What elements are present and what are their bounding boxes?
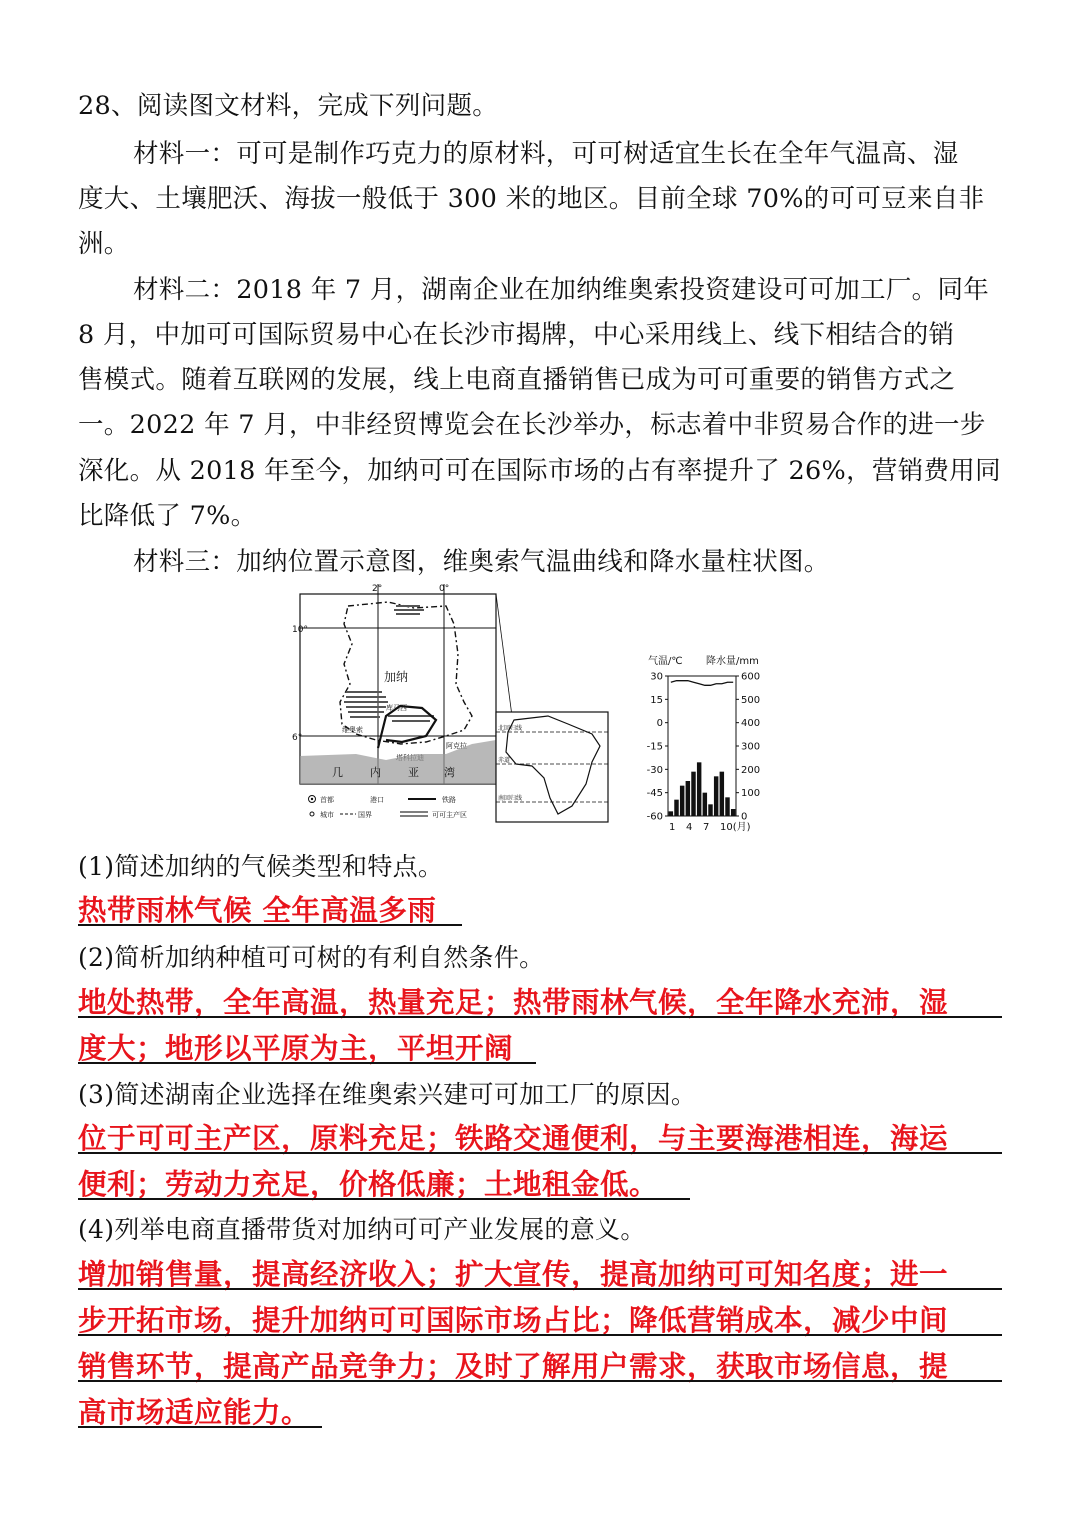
answer-4-line-3: 销售环节，提高产品竞争力；及时了解用户需求，获取市场信息，提 bbox=[78, 1350, 949, 1383]
question-2-prompt: (2)简析加纳种植可可树的有利自然条件。 bbox=[78, 943, 545, 972]
answer-2-underline-1 bbox=[78, 1016, 1002, 1018]
legend-city: 城市 bbox=[320, 811, 334, 819]
left-tick-label-3: -15 bbox=[646, 741, 663, 753]
material-2-line-5: 深化。从 2018 年至今，加纳可可在国际市场的占有率提升了 26%，营销费用同 bbox=[78, 456, 1001, 486]
question-4-prompt: (4)列举电商直播带货对加纳可可产业发展的意义。 bbox=[78, 1215, 646, 1244]
answer-4-underline-4 bbox=[78, 1426, 322, 1428]
material-1-line-1: 材料一：可可是制作巧克力的原材料，可可树适宜生长在全年气温高、湿 bbox=[133, 139, 959, 169]
answer-4-line-1: 增加销售量，提高经济收入；扩大宣传，提高加纳可可知名度；进一 bbox=[78, 1258, 949, 1291]
answer-4-underline-3 bbox=[78, 1380, 1002, 1382]
lat-label-10: 10° bbox=[292, 625, 308, 635]
precip-bar-12 bbox=[731, 809, 735, 816]
precip-bar-2 bbox=[674, 800, 678, 816]
answer-4-line-2: 步开拓市场，提升加纳可可国际市场占比；降低营销成本，减少中间 bbox=[78, 1304, 949, 1337]
right-tick-label-5: 100 bbox=[741, 788, 761, 800]
sea-char-4: 湾 bbox=[444, 766, 455, 779]
answer-4-line-4: 高市场适应能力。 bbox=[78, 1396, 311, 1429]
question-3-prompt: (3)简述湖南企业选择在维奥索兴建可可加工厂的原因。 bbox=[78, 1080, 697, 1109]
chart-left-axis-title: 气温/℃ bbox=[648, 656, 683, 667]
left-tick-label-5: -45 bbox=[646, 788, 663, 800]
inset-label-equator: 赤道 bbox=[498, 757, 511, 764]
answer-1-line-1: 热带雨林气候 全年高温多雨 bbox=[78, 894, 437, 927]
material-1-line-3: 洲。 bbox=[78, 229, 130, 259]
map-legend bbox=[309, 795, 468, 819]
legend-cocoa: 可可主产区 bbox=[432, 811, 467, 819]
answer-2-underline-2 bbox=[78, 1062, 536, 1064]
lat-label-6: 6° bbox=[292, 733, 303, 743]
precip-bar-7 bbox=[703, 793, 707, 816]
answer-3-line-1: 位于可可主产区，原料充足；铁路交通便利，与主要海港相连，海运 bbox=[78, 1122, 949, 1155]
material-2-line-2: 8 月，中加可可国际贸易中心在长沙市揭牌，中心采用线上、线下相结合的销 bbox=[78, 320, 955, 350]
legend-port: 港口 bbox=[370, 796, 384, 804]
right-tick-label-1: 500 bbox=[741, 694, 761, 706]
climate-chart bbox=[640, 652, 776, 832]
answer-4-underline-1 bbox=[78, 1288, 1002, 1290]
precip-bar-3 bbox=[680, 786, 684, 816]
precip-bar-4 bbox=[686, 781, 690, 816]
x-tick-label-2: 7 bbox=[703, 822, 710, 833]
city-label-kumasi: 库马西 bbox=[386, 704, 407, 712]
right-tick-label-4: 200 bbox=[741, 764, 761, 776]
lon-label-0: 0° bbox=[439, 584, 450, 594]
left-tick-label-2: 0 bbox=[656, 718, 663, 730]
inset-label-tropic-north: 北回归线 bbox=[498, 725, 523, 732]
precip-bar-9 bbox=[714, 776, 718, 816]
city-label-wiawso: 维奥索 bbox=[342, 726, 363, 734]
x-tick-label-0: 1 bbox=[669, 822, 676, 833]
lon-label-2: 2° bbox=[372, 584, 383, 594]
gulf-sea bbox=[300, 740, 496, 784]
left-tick-label-4: -30 bbox=[646, 764, 663, 776]
answer-3-underline-2 bbox=[78, 1198, 690, 1200]
precip-bar-11 bbox=[725, 797, 729, 816]
answer-2-line-2: 度大；地形以平原为主，平坦开阔 bbox=[78, 1032, 514, 1065]
right-tick-label-3: 300 bbox=[741, 741, 761, 753]
question-1-prompt: (1)简述加纳的气候类型和特点。 bbox=[78, 852, 444, 881]
legend-railway: 铁路 bbox=[442, 796, 456, 804]
left-tick-label-6: -60 bbox=[646, 811, 663, 823]
precip-bar-5 bbox=[691, 772, 695, 816]
right-tick-label-0: 600 bbox=[741, 671, 761, 683]
temperature-line bbox=[671, 681, 733, 686]
port-label-accra: 阿克拉 bbox=[446, 742, 467, 750]
answer-3-line-2: 便利；劳动力充足，价格低廉；土地租金低。 bbox=[78, 1168, 659, 1201]
material-2-line-6: 比降低了 7%。 bbox=[78, 501, 257, 531]
chart-frame bbox=[668, 676, 736, 816]
sea-char-3: 亚 bbox=[408, 766, 419, 779]
answer-1-underline bbox=[78, 924, 462, 926]
material-1-line-2: 度大、土壤肥沃、海拔一般低于 300 米的地区。目前全球 70%的可可豆来自非 bbox=[78, 184, 985, 214]
right-tick-label-6: 0 bbox=[741, 811, 748, 823]
x-tick-label-3: 10(月) bbox=[720, 822, 751, 833]
left-tick-label-1: 15 bbox=[650, 694, 663, 706]
country-label: 加纳 bbox=[384, 670, 409, 684]
question-title: 28、阅读图文材料，完成下列问题。 bbox=[78, 91, 499, 121]
ghana-location-map bbox=[292, 584, 610, 824]
answer-3-underline-1 bbox=[78, 1152, 1002, 1154]
legend-border: 国界 bbox=[358, 811, 372, 819]
inset-label-tropic-south: 南回归线 bbox=[498, 795, 523, 802]
material-3-line: 材料三：加纳位置示意图，维奥索气温曲线和降水量柱状图。 bbox=[133, 547, 830, 577]
precip-bar-10 bbox=[720, 772, 724, 816]
material-2-line-4: 一。2022 年 7 月，中非经贸博览会在长沙举办，标志着中非贸易合作的进一步 bbox=[78, 410, 986, 440]
legend-capital: 首都 bbox=[320, 796, 334, 804]
answer-4-underline-2 bbox=[78, 1334, 1002, 1336]
left-tick-label-0: 30 bbox=[650, 671, 663, 683]
answer-2-line-1: 地处热带，全年高温，热量充足；热带雨林气候，全年降水充沛，湿 bbox=[78, 986, 949, 1019]
chart-right-axis-title: 降水量/mm bbox=[706, 656, 759, 667]
sea-char-2: 内 bbox=[370, 766, 381, 779]
sea-char-1: 几 bbox=[332, 766, 343, 779]
material-2-line-1: 材料二：2018 年 7 月，湖南企业在加纳维奥索投资建设可可加工厂。同年 bbox=[133, 275, 990, 305]
precip-bar-8 bbox=[708, 804, 712, 816]
x-tick-label-1: 4 bbox=[686, 822, 693, 833]
right-tick-label-2: 400 bbox=[741, 718, 761, 730]
material-2-line-3: 售模式。随着互联网的发展，线上电商直播销售已成为可可重要的销售方式之 bbox=[78, 365, 956, 395]
precip-bar-1 bbox=[669, 811, 673, 816]
precip-bar-6 bbox=[697, 762, 701, 816]
